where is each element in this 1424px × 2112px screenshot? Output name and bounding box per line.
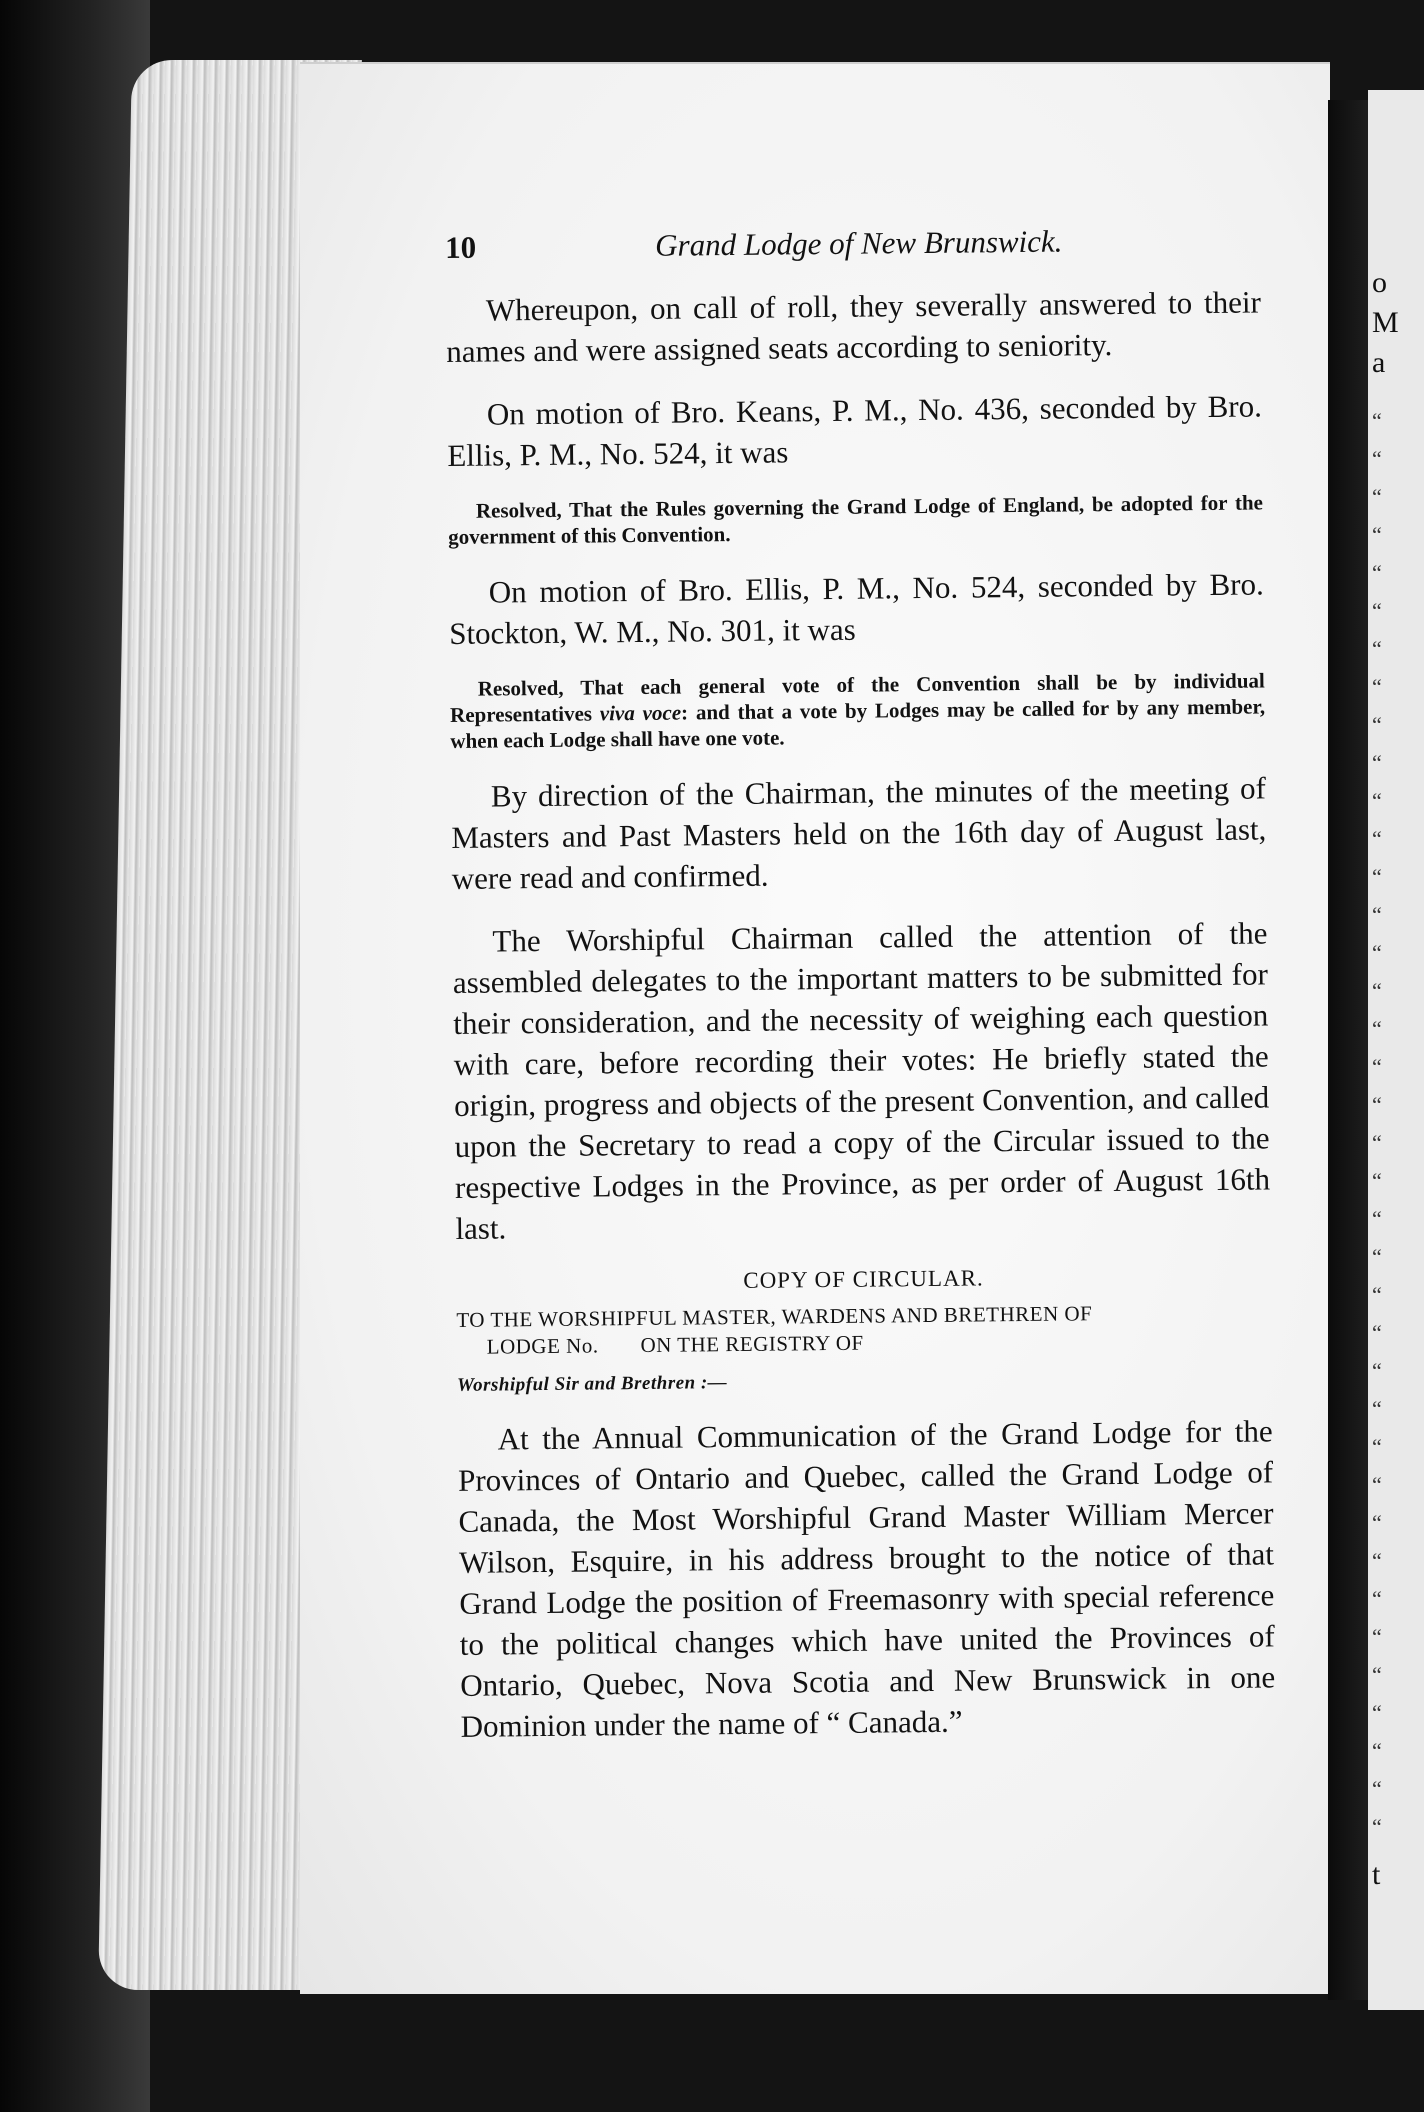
resolution-text: : and that a vote by Lodges may be called for by any member, when each Lodge shall have one vote. [450,694,1266,753]
ditto-mark: “ [1372,1434,1382,1459]
ditto-mark: “ [1372,1168,1382,1193]
running-title: Grand Lodge of New Brunswick. [654,223,1063,263]
ditto-mark: “ [1372,750,1382,775]
ditto-mark: “ [1372,674,1382,699]
paragraph: On motion of Bro. Keans, P. M., No. 436, seconded by Bro. Ellis, P. M., No. 524, it was [447,388,1263,473]
ditto-mark: “ [1372,1776,1382,1801]
ditto-mark: “ [1372,408,1382,433]
ditto-mark: “ [1372,940,1382,965]
ditto-mark: “ [1372,1130,1382,1155]
paragraph: The Worshipful Chairman called the attention of the assembled delegates to the important matters to be submitted for their consideration, and the necessity of weighing each question with care, before recording their votes: He briefly stated the origin, progress and objects of the present Convention, and called upon the Secretary to read a copy of the Circular issued to the respective Lodges in the Province, as per order of August 16th last. [452,915,1271,1246]
ditto-mark: “ [1372,560,1382,585]
page-text [445,221,1276,1768]
ditto-mark: “ [1372,1814,1382,1839]
paragraph: At the Annual Communication of the Grand Lodge for the Provinces of Ontario and Quebec, called the Grand Lodge of Canada, the Most Worshipful Grand Master William Mercer Wilson, Esquire, in his address brought to the notice of that Grand Lodge the position of Freemasonry with special reference to the political changes which have united the Provinces of Ontario, Quebec, Nova Scotia and New Brunswick in one Dominion under the name of “ Canada.” [457,1413,1276,1744]
paragraph: On motion of Bro. Ellis, P. M., No. 524, seconded by Bro. Stockton, W. M., No. 301, it was [449,566,1264,651]
ditto-mark: “ [1372,1586,1382,1611]
ditto-mark: “ [1372,788,1382,813]
ditto-mark: “ [1372,1662,1382,1687]
ditto-mark: “ [1372,864,1382,889]
ditto-mark: “ [1372,1092,1382,1117]
circular-address: TO THE WORSHIPFUL MASTER, WARDENS AND BRETHREN OF [456,1301,1093,1332]
facing-page-fragment [1368,90,1424,2010]
ditto-mark: “ [1372,1358,1382,1383]
ditto-mark: “ [1372,1624,1382,1649]
facing-page-letter: M [1372,306,1399,339]
ditto-mark: “ [1372,484,1382,509]
lodge-label: LODGE No. [486,1333,599,1359]
ditto-mark: “ [1372,1054,1382,1079]
ditto-mark: “ [1372,446,1382,471]
ditto-mark: “ [1372,1320,1382,1345]
facing-page-letter: a [1372,346,1386,379]
ditto-mark: “ [1372,1244,1382,1269]
ditto-mark: “ [1372,1282,1382,1307]
salutation: Worshipful Sir and Brethren :— [456,1372,728,1396]
resolution: Resolved, That the Rules governing the Grand Lodge of England, be adopted for the government of this Convention. [448,490,1264,549]
facing-page-letter: t [1372,1858,1381,1891]
ditto-mark: “ [1372,1548,1382,1573]
ditto-mark: “ [1372,1472,1382,1497]
ditto-mark: “ [1372,1738,1382,1763]
ditto-mark: “ [1372,1510,1382,1535]
resolution-text: Resolved, That each general vote of the Convention shall be by individual Representatives [449,668,1265,727]
ditto-mark: “ [1372,522,1382,547]
facing-page-letter: o [1372,266,1387,299]
ditto-mark: “ [1372,1016,1382,1041]
ditto-mark: “ [1372,1396,1382,1421]
registry-label: ON THE REGISTRY OF [640,1330,864,1358]
page-header [445,221,1260,266]
paragraph: By direction of the Chairman, the minutes of the meeting of Masters and Past Masters held on the 16th day of August last, were read and confirmed. [451,770,1267,896]
ditto-mark: “ [1372,712,1382,737]
ditto-mark: “ [1372,826,1382,851]
ditto-mark: “ [1372,1700,1382,1725]
ditto-mark: “ [1372,1206,1382,1231]
ditto-mark: “ [1372,598,1382,623]
circular-title: COPY OF CIRCULAR. [743,1265,984,1293]
ditto-mark: “ [1372,636,1382,661]
ditto-mark: “ [1372,902,1382,927]
ditto-mark: “ [1372,978,1382,1003]
resolution-latin: viva voce [599,700,682,726]
page-number: 10 [445,229,477,265]
paragraph: Whereupon, on call of roll, they severally answered to their names and were assigned seats according to seniority. [446,284,1261,369]
resolution [450,667,1266,754]
book-gutter [1328,100,1368,2000]
